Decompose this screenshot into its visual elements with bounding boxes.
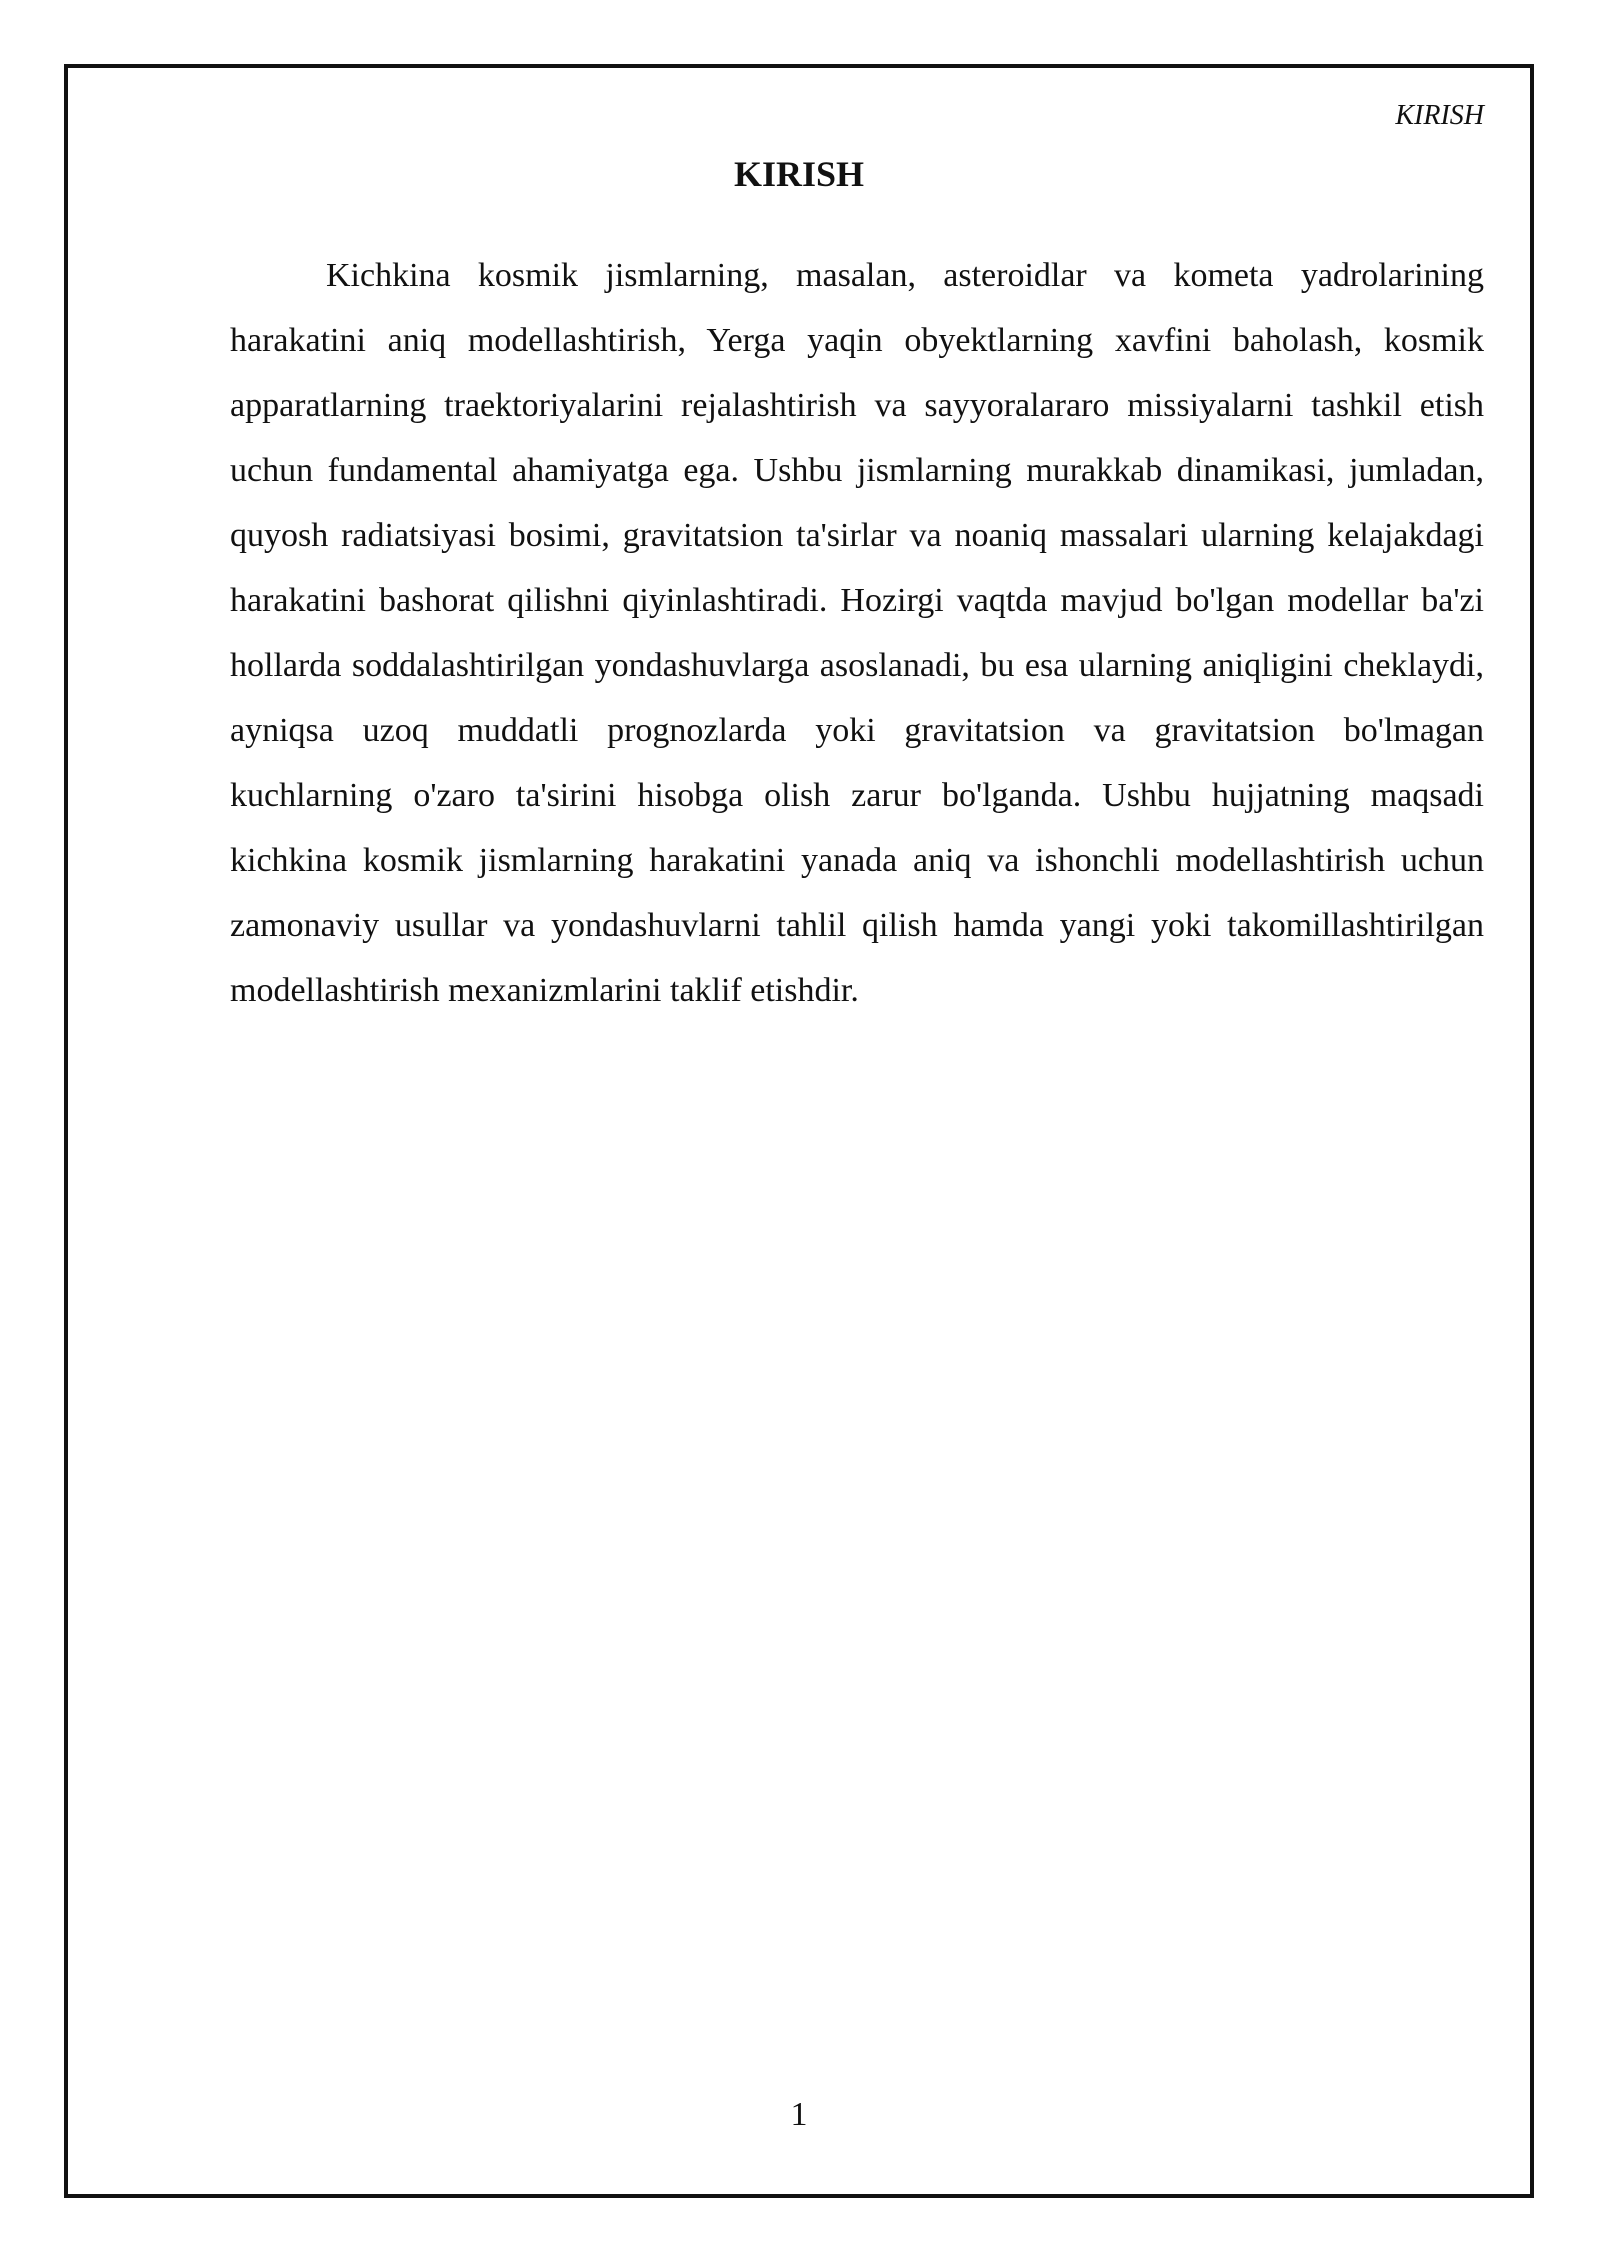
running-header: KIRISH — [1395, 100, 1484, 131]
body-paragraph: Kichkina kosmik jismlarning, masalan, asteroidlar va kometa yadrolarining harakatini aniq modellashtirish, Yerga yaqin obyektlarning xavfini baholash, kosmik apparatlarning traektoriyalarini rejalashtirish va sayyoralararo missiyalarni tashkil etish uchun fundamental ahamiyatga ega. Ushbu jismlarning murakkab dinamikasi, jumladan, quyosh radiatsiyasi bosimi, gravitatsion ta'sirlar va noaniq massalari ularning kelajakdagi harakatini bashorat qilishni qiyinlashtiradi. Hozirgi vaqtda mavjud bo'lgan modellar ba'zi hollarda soddalashtirilgan yondashuvlarga asoslanadi, bu esa ularning aniqligini cheklaydi, ayniqsa uzoq muddatli prognozlarda yoki gravitatsion va gravitatsion bo'lmagan kuchlarning o'zaro ta'sirini hisobga olish zarur bo'lganda. Ushbu hujjatning maqsadi kichkina kosmik jismlarning harakatini yanada aniq va ishonchli modellashtirish uchun zamonaviy usullar va yondashuvlarni tahlil qilish hamda yangi yoki takomillashtirilgan modellashtirish mexanizmlarini taklif etishdir. — [230, 257, 1484, 1009]
page-number: 1 — [790, 2096, 808, 2133]
chapter-title: KIRISH — [733, 154, 865, 194]
page-border — [64, 64, 1534, 2198]
